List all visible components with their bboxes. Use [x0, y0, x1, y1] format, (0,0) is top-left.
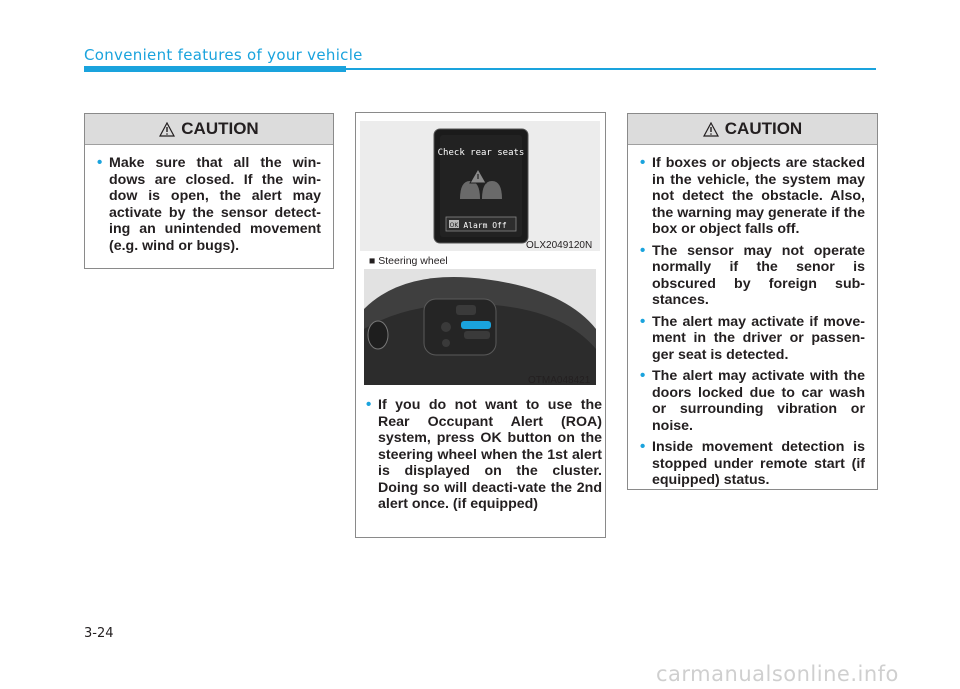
middle-list [366, 397, 602, 513]
caution-list [85, 145, 333, 273]
page-number: 3-24 [84, 626, 114, 641]
cluster-alarm-off: Alarm Off [463, 221, 507, 230]
caution-item: • Inside movement detection is stopped under remote start (if equipped) status. [640, 439, 865, 489]
header-rule-thin [346, 68, 876, 70]
middle-item: • If you do not want to use the Rear Occupant Alert (ROA) system, press OK button on the steering wheel when the 1st alert is displayed on the cluster. Doing so will deacti-vate the 2nd alert once. (if equipped) [366, 397, 602, 513]
cluster-figure-code: OLX2049120N [526, 240, 593, 251]
caution-item: • The sensor may not operate normally if the senor is obscured by foreign sub-stances. [640, 243, 865, 309]
caution-header [628, 114, 877, 145]
caution-item: • If boxes or objects are stacked in the vehicle, the system may not detect the obstacle. Also, the warning may generate if the box or object falls off. [640, 155, 865, 238]
cluster-ok-label: OK [449, 222, 459, 229]
section-title: Convenient features of your vehicle [84, 46, 363, 64]
caution-item: • The alert may activate with the doors locked due to car wash or surrounding vibration or noise. [640, 368, 865, 434]
left-caution-box [84, 113, 334, 269]
warning-icon [703, 122, 719, 137]
cluster-image [360, 121, 600, 251]
middle-box [355, 112, 606, 538]
caution-list [628, 145, 877, 508]
caution-title: CAUTION [181, 119, 259, 138]
header-rule-thick [84, 66, 346, 72]
wheel-figure-label: ■ Steering wheel [369, 255, 448, 267]
right-caution-box [627, 113, 878, 490]
steering-wheel-image [364, 269, 596, 385]
cluster-screen-title: Check rear seats [437, 148, 525, 158]
watermark: carmanualsonline.info [656, 662, 899, 686]
caution-item: • The alert may activate if move-ment in the driver or passen-ger seat is detected. [640, 314, 865, 364]
caution-item: • Make sure that all the win-dows are closed. If the win-dow is open, the alert may activate by the sensor detect-ing an unintended movement (e.g. wind or bugs). [97, 155, 321, 254]
wheel-figure-code: OTMA048421 [528, 375, 591, 386]
warning-icon [159, 122, 175, 137]
caution-title: CAUTION [724, 119, 803, 138]
caution-header [85, 114, 333, 145]
